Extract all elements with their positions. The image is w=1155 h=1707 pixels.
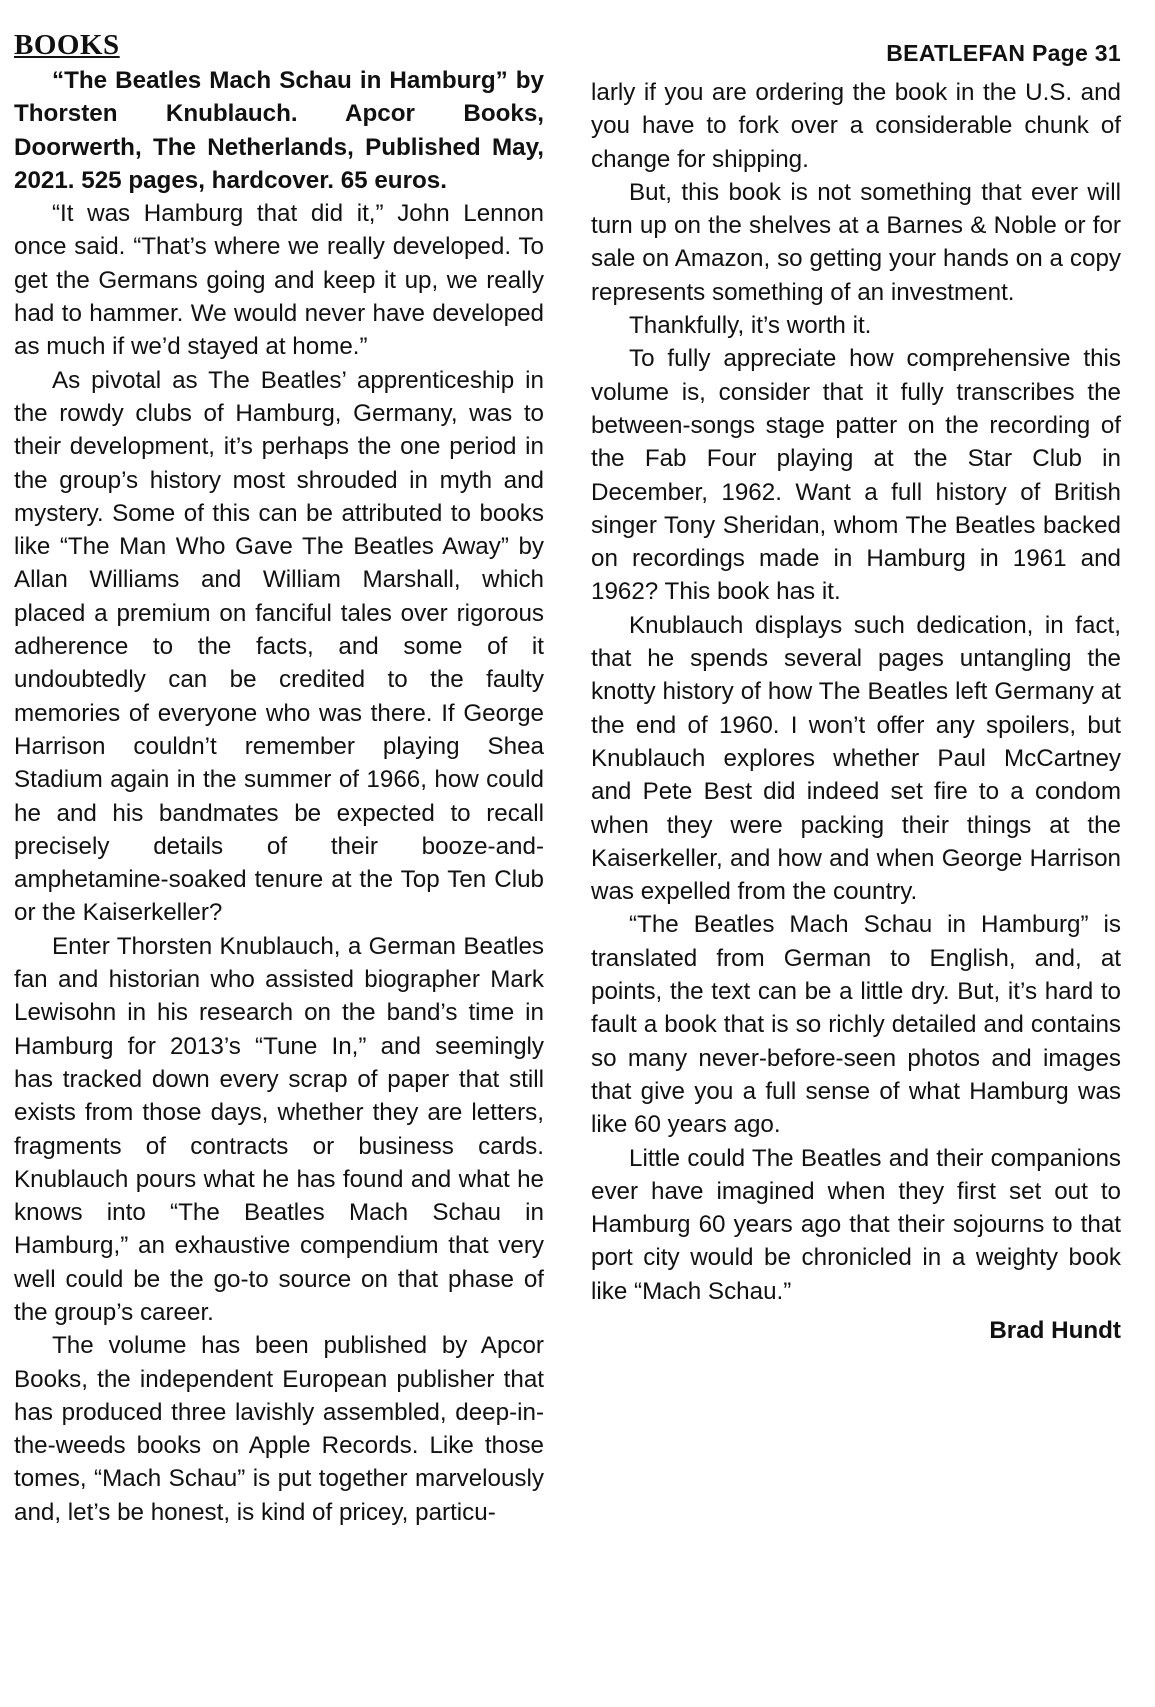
paragraph: “The Beatles Mach Schau in Hamburg” is translated from German to English, and, at points, the text can be a little dry. But, it’s hard to fault a book that is so richly detailed and contains so many never-before-seen photos and images that give you a full sense of what Hamburg was like 60 years ago. bbox=[591, 911, 1121, 1139]
paragraph: As pivotal as The Beatles’ apprenticeship in the rowdy clubs of Hamburg, Germany, was to their development, it’s perhaps the one period in the group’s history most shrouded in myth and mystery. Some of this can be attributed to books like “The Man Who Gave The Beatles Away” by Allan Williams and William Marshall, which placed a premium on fanciful tales over rigorous adherence to the facts, and some of it undoubtedly can be credited to the faulty memories of everyone who was there. If George Harrison couldn’t remember playing Shea Stadium again in the summer of 1966, how could he and his bandmates be expected to recall precisely details of their booze-and-amphetamine-soaked tenure at the Top Ten Club or the Kaiserkeller? bbox=[14, 366, 544, 927]
paragraph: Little could The Beatles and their companions ever have imagined when they first set out to Hamburg 60 years ago that their sojourns to that port city would be chronicled in a weighty book like “Mach Schau.” bbox=[591, 1144, 1121, 1305]
paragraph-continued: larly if you are ordering the book in the U.S. and you have to fork over a considerable chunk of change for shipping. bbox=[591, 79, 1121, 173]
paragraph: But, this book is not something that ever will turn up on the shelves at a Barnes & Noble or for sale on Amazon, so getting your hands on a copy represents something of an investment. bbox=[591, 178, 1121, 306]
section-label: BOOKS bbox=[14, 29, 120, 61]
paragraph: “It was Hamburg that did it,” John Lennon once said. “That’s where we really developed. To get the Germans going and keep it up, we really had to hammer. We would never have developed as much if we’d stayed at home.” bbox=[14, 200, 544, 361]
paragraph: The volume has been published by Apcor Books, the independent European publisher that has produced three lavishly assembled, deep-in-the-weeds books on Apple Records. Like those tomes, “Mach Schau” is put together marvelously and, let’s be honest, is kind of pricey, particu- bbox=[14, 1332, 544, 1526]
paragraph: Knublauch displays such dedication, in fact, that he spends several pages untangling the knotty history of how The Beatles left Germany at the end of 1960. I won’t offer any spoilers, but Knublauch explores whether Paul McCartney and Pete Best did indeed set fire to a condom when they were packing their things at the Kaiserkeller, and how and when George Harrison was expelled from the country. bbox=[591, 611, 1121, 906]
paragraph: Enter Thorsten Knublauch, a German Beatles fan and historian who assisted biographer Mark Lewisohn in his research on the band’s time in Hamburg for 2013’s “Tune In,” and seemingly has tracked down every scrap of paper that still exists from those days, whether they are letters, fragments of contracts or business cards. Knublauch pours what he has found and what he knows into “The Beatles Mach Schau in Hamburg,” an exhaustive compendium that very well could be the go-to source on that phase of the group’s career. bbox=[14, 932, 544, 1326]
book-info: “The Beatles Mach Schau in Hamburg” by Thorsten Knublauch. Apcor Books, Doorwerth, The Netherlands, Published May, 2021. 525 pages, hardcover. 65 euros. bbox=[14, 67, 544, 194]
right-column bbox=[591, 76, 1121, 1347]
author-byline: Brad Hundt bbox=[989, 1316, 1121, 1344]
paragraph: Thankfully, it’s worth it. bbox=[629, 312, 872, 340]
page-header: BEATLEFAN Page 31 bbox=[886, 40, 1121, 66]
left-column bbox=[14, 30, 544, 1529]
paragraph: To fully appreciate how comprehensive this volume is, consider that it fully transcribes the between-songs stage patter on the recording of the Fab Four playing at the Star Club in December, 1962. Want a full history of British singer Tony Sheridan, whom The Beatles backed on recordings made in Hamburg in 1961 and 1962? This book has it. bbox=[591, 345, 1121, 606]
